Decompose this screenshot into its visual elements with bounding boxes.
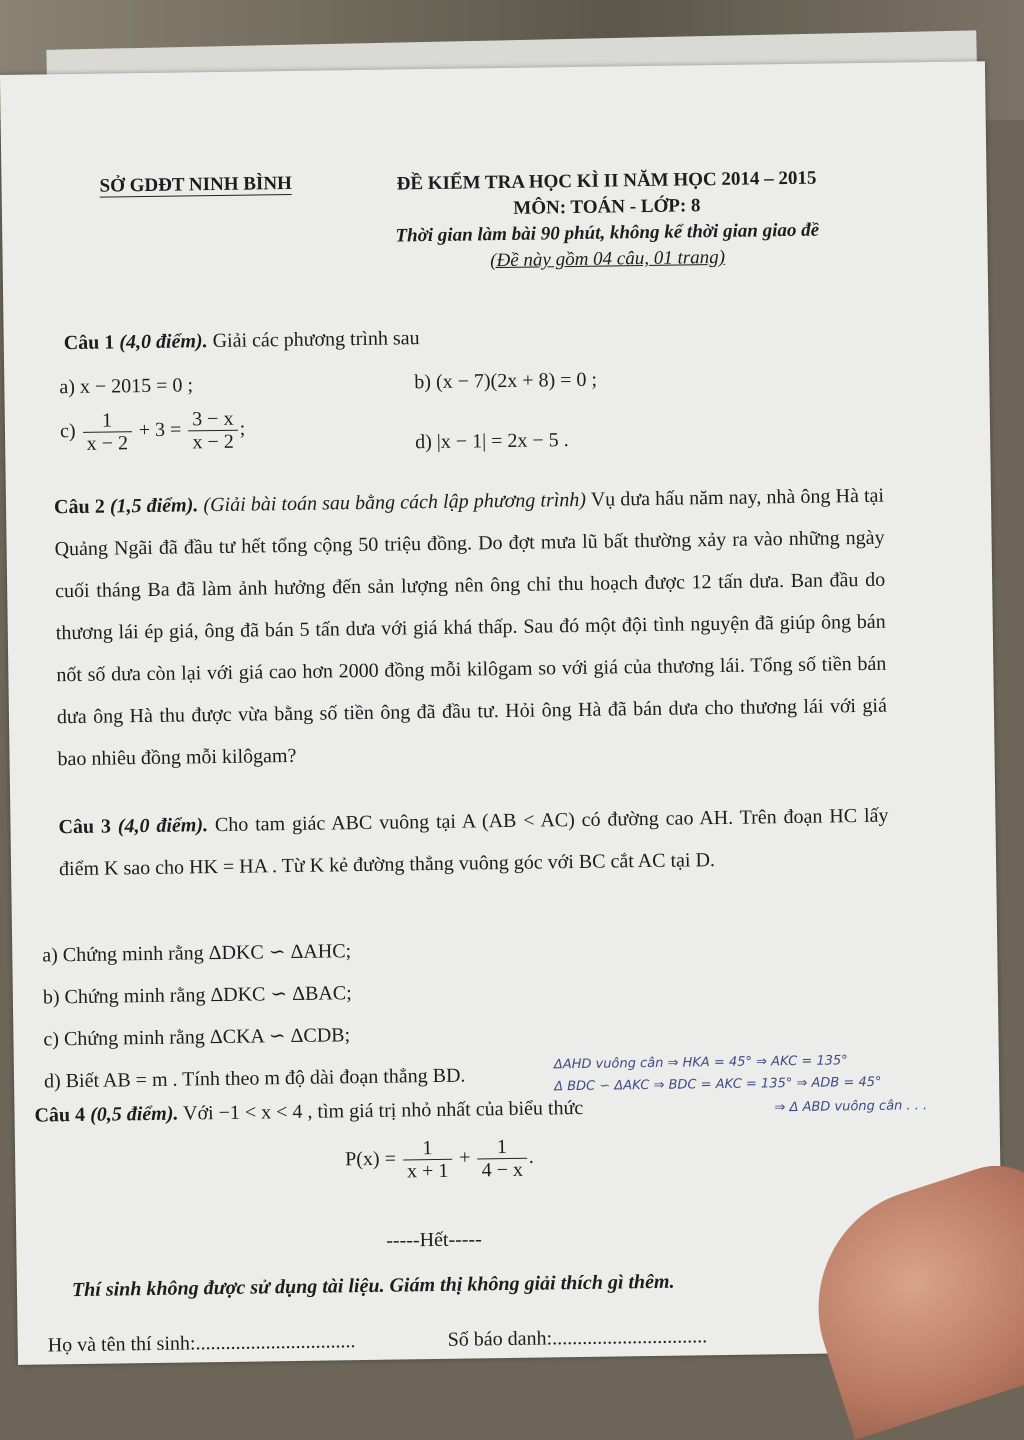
q4-fraction-2: $\frac{1}{4 - x}$: [477, 1136, 527, 1182]
q1-heading: Câu 1 (4,0 điểm). Giải các phương trình sau: [63, 327, 420, 355]
exam-title: ĐỀ KIỂM TRA HỌC KÌ II NĂM HỌC 2014 – 2015: [396, 167, 817, 195]
exam-header: [371, 165, 842, 276]
exam-subject: MÔN: TOÁN - LỚP: 8: [513, 195, 701, 219]
q4-heading: Câu 4 (0,5 điểm). Với −1 < x < 4 , tìm giá trị nhỏ nhất của biểu thức: [34, 1096, 584, 1127]
q3-c: c) Chứng minh rằng ΔCKA ∽ ΔCDB;: [43, 1024, 351, 1051]
handwritten-note-2: Δ BDC ∽ ΔAKC ⇒ BDC = AKC = 135° ⇒ ADB = 45°: [554, 1074, 882, 1095]
q2-block: Câu 2 (1,5 điểm). (Giải bài toán sau bằng cách lập phương trình) Vụ dưa hấu năm nay, nhà ông Hà tại Quảng Ngãi đã đầu tư hết tổng cộng 50 triệu đồng. Do đợt mưa lũ bất thường xảy ra vào những ngày cuối tháng Ba đã làm ảnh hưởng đến sản lượng nên ông chỉ thu hoạch được 12 tấn dưa. Ban đầu do thương lái ép giá, ông đã bán 5 tấn dưa với giá khá thấp. Sau đó một đội tình nguyện đã giúp ông bán nốt số dưa còn lại với giá cao hơn 2000 đồng mỗi kilôgam so với giá của thương lái. Tổng số tiền bán dưa ông Hà thu được vừa bằng số tiền ông đã đầu tư. Hỏi ông Hà đã bán dưa cho thương lái với giá bao nhiêu đồng mỗi kilôgam?: [53, 484, 888, 771]
q3-a: a) Chứng minh rằng ΔDKC ∽ ΔAHC;: [42, 940, 352, 967]
q1-a: a) x − 2015 = 0 ;: [59, 374, 194, 399]
end-mark: -----Hết-----: [386, 1228, 482, 1252]
q1-b: b) (x − 7)(2x + 8) = 0 ;: [414, 368, 598, 394]
q1-c-fraction-2: $\frac{3 - x}{x - 2}$: [188, 408, 238, 454]
q1-d: d) |x − 1| = 2x − 5 .: [415, 429, 569, 454]
footer-note: Thí sinh không được sử dụng tài liệu. Giám thị không giải thích gì thêm.: [71, 1270, 675, 1302]
q3-block: Câu 3 (4,0 điểm). Cho tam giác ABC vuông tại A (AB < AC) có đường cao AH. Trên đoạn HC lấy điểm K sao cho HK = HA . Từ K kẻ đường thẳng vuông góc với BC cắt AC tại D.: [58, 804, 889, 881]
q4-fraction-1: $\frac{1}{x + 1}$: [403, 1137, 453, 1183]
q3-b: b) Chứng minh rằng ΔDKC ∽ ΔBAC;: [42, 982, 352, 1009]
candidate-id-field: Số báo danh:...............................: [447, 1325, 708, 1351]
handwritten-note-1: ΔAHD vuông cân ⇒ HKA = 45° ⇒ AKC = 135°: [553, 1053, 848, 1073]
q4-expression: P(x) = $\frac{1}{x + 1}$ + $\frac{1}{4 - x}$ .: [345, 1136, 534, 1183]
candidate-name-field: Họ và tên thí sinh:................................: [47, 1330, 356, 1357]
q1-c: c) $\frac{1}{x - 2}$ + 3 = $\frac{3 - x}{x - 2}$ ;: [59, 407, 246, 455]
exam-paper: [0, 61, 1003, 1365]
q1-c-fraction-1: $\frac{1}{x - 2}$: [82, 409, 132, 455]
department-name: SỞ GDĐT NINH BÌNH: [99, 172, 293, 197]
q3-d: d) Biết AB = m . Tính theo m độ dài đoạn thẳng BD.: [43, 1064, 466, 1093]
exam-note: (Đề này gồm 04 câu, 01 trang): [490, 246, 726, 272]
exam-time: Thời gian làm bài 90 phút, không kể thời gian giao đề: [395, 219, 820, 247]
handwritten-note-3: ⇒ Δ ABD vuông cân . . .: [774, 1098, 928, 1116]
